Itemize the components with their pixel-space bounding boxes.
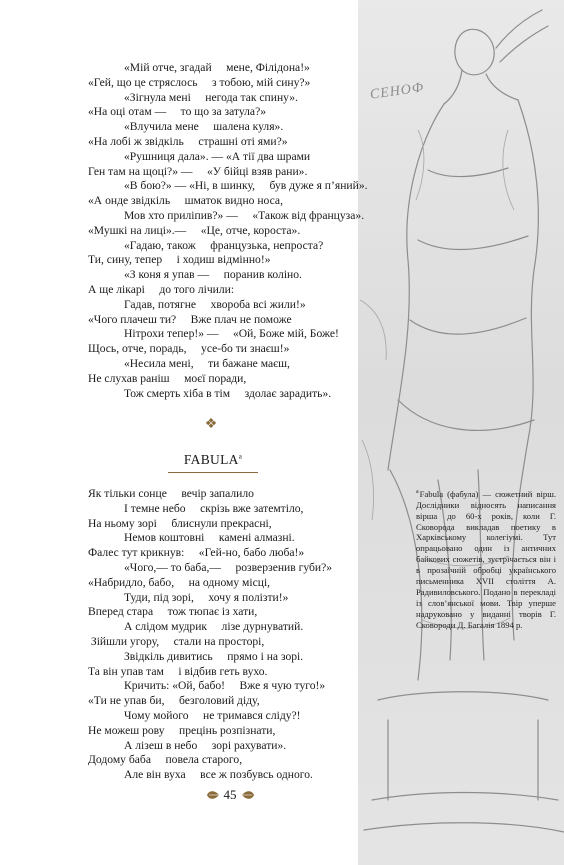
poem-line: Фалес тут крикнув: «Гей-но, бабо люба!» [88,546,305,560]
decorative-illustration [358,0,564,865]
page-number: 45 [223,787,237,802]
section-divider-ornament: ❖ [204,417,218,432]
page-folio [190,786,270,804]
sketch-figure-image [358,0,564,865]
leaf-left-icon [206,789,220,801]
poem-continuation [88,61,368,401]
poem-line: Як тільки сонце вечір запалило [88,487,254,500]
poem-line: «З коня я упав — поранив коліно. [124,268,302,282]
poem-line: «А онде звідкіль шматок видно носа, [88,194,283,208]
poem-line: А слідом мудрик лізе дурнуватий. [124,620,304,634]
poem-fabula [88,487,332,783]
footnote [416,487,556,631]
poem-line: Вперед стара тож тюпає із хати, [88,605,258,619]
poem-line: «На оці отам — то що за затула?» [88,105,267,119]
leaf-right-icon [241,789,255,801]
poem-line: Не слухав раніш моєї поради, [88,371,247,385]
poem-line: «Влучила мене шалена куля». [124,120,284,134]
poem-line: Не можеш рову прецінь розпізнати, [88,723,276,737]
poem-line: На ньому зорі блиснули прекрасні, [88,516,272,530]
poem-line: «Чого плачеш ти? Вже плач не поможе [88,312,292,326]
poem-line: «Несила мені, ти бажане маєш, [124,356,290,370]
footnote-ref-mark: a [238,452,243,461]
poem-line: «На лобі ж звідкіль страшні оті ями?» [88,134,288,148]
poem-line: Кричить: «Ой, бабо! Вже я чую туго!» [124,679,326,693]
poem-title-text: FABULA [183,452,239,467]
poem-line: Зійшли угору, стали на просторі, [88,634,265,648]
poem-line: «В бою?» — «Ні, в шинку, був дуже я п’яний». [124,179,368,193]
poem-line: Чому мойого не тримався сліду?! [124,708,301,722]
poem-line: «Гей, що це стряслось з тобою, мій сину?» [88,75,311,89]
poem-line: Нітрохи тепер!» — «Ой, Боже мій, Боже! [124,327,339,341]
poem-line: Щось, отче, порадь, усе-бо ти знаєш!» [88,342,290,356]
poem-line: «Мій отче, згадай мене, Філідона!» [124,61,310,74]
poem-line: Та він упав там і відбив геть вухо. [88,664,268,678]
poem-line: Мов хто приліпив?» — «Також від француза». [124,208,365,222]
poem-line: Ген там на щоці?» — «У бійці взяв рани». [88,164,308,178]
poem-title [168,452,258,468]
poem-line: «Набридло, бабо, на одному місці, [88,575,271,589]
footnote-mark: a [416,489,419,495]
poem-line: А лізеш в небо зорі рахувати». [124,738,287,752]
poem-line: «Мушкі на лиці».— «Це, отче, короста». [88,223,301,237]
poem-line: «Гадаю, також французька, непроста? [124,238,324,252]
footnote-text: Fabula (фабула) — сюжетний вірш. Дослідники відносять написання вірша до 60-х років, коли Г. Сковорода викладав поетику в Харківському колегіумі. Тут опрацьовано один із античних байкових сюжетів, зустрічається він і в прозаїчній обробці українського письменника XVII століття А. Радивиловського. Подано в перекладі із слов’янської мови. Твір уперше надруковано у виданні творів Г. Сковороди Д. Багалія 1894 р. [416,488,556,630]
poem-line: Звідкіль дивитись прямо і на зорі. [124,649,304,663]
sketch-caption: СЕНОФ [369,80,426,103]
poem-line: Тож смерть хіба в тім здолає зарадить». [124,386,332,400]
poem-line: Ти, сину, тепер і ходиш відмінно!» [88,253,271,267]
poem-line: Немов коштовні камені алмазні. [124,531,295,545]
poem-line: «Ти не упав би, безголовий діду, [88,694,260,708]
poem-line: «Чого,— то баба,— розверзенив губи?» [124,560,333,574]
poem-line: «Зігнула мені негода так спину». [124,90,298,104]
poem-line: Гадав, потягне хвороба всі жили!» [124,297,306,311]
poem-line: Туди, під зорі, хочу я полізти!» [124,590,289,604]
poem-line: А ще лікарі до того лічили: [88,282,235,296]
poem-line: Але він вуха все ж позбувсь одного. [124,768,313,782]
title-underline [168,472,258,473]
poem-line: Додому баба повела старого, [88,753,243,767]
poem-line: «Рушниця дала». — «А тії два шрами [124,149,311,163]
poem-line: І темне небо скрізь вже затемтіло, [124,501,304,515]
